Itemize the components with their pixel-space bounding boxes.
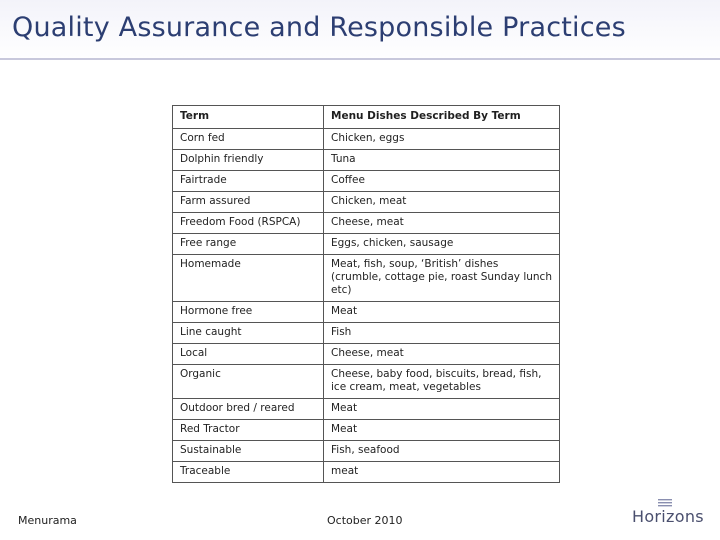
column-header-dishes: Menu Dishes Described By Term — [324, 106, 560, 129]
dishes-cell: Chicken, eggs — [324, 129, 560, 150]
footer-date: October 2010 — [327, 514, 403, 527]
dishes-cell: Chicken, meat — [324, 192, 560, 213]
table-row — [173, 365, 560, 399]
dishes-cell: Tuna — [324, 150, 560, 171]
term-cell: Traceable — [173, 462, 324, 483]
column-header-term: Term — [173, 106, 324, 129]
term-cell: Local — [173, 344, 324, 365]
table-row — [173, 399, 560, 420]
horizons-logo — [632, 498, 706, 528]
term-cell: Hormone free — [173, 302, 324, 323]
table-row — [173, 441, 560, 462]
table-row — [173, 255, 560, 302]
table-row — [173, 213, 560, 234]
dishes-cell: Meat — [324, 420, 560, 441]
footer-source: Menurama — [18, 514, 77, 527]
term-cell: Corn fed — [173, 129, 324, 150]
term-cell: Outdoor bred / reared — [173, 399, 324, 420]
table-row — [173, 344, 560, 365]
table-row — [173, 462, 560, 483]
term-cell: Freedom Food (RSPCA) — [173, 213, 324, 234]
table-row — [173, 171, 560, 192]
term-cell: Sustainable — [173, 441, 324, 462]
dishes-cell: Meat — [324, 399, 560, 420]
dishes-cell: Cheese, meat — [324, 213, 560, 234]
dishes-cell: Cheese, baby food, biscuits, bread, fish, ice cream, meat, vegetables — [324, 365, 560, 399]
title-bar — [0, 0, 720, 60]
terms-table — [172, 105, 560, 483]
table-header-row — [173, 106, 560, 129]
dishes-cell: Meat, fish, soup, ‘British’ dishes (crumble, cottage pie, roast Sunday lunch etc) — [324, 255, 560, 302]
table-row — [173, 192, 560, 213]
dishes-cell: Fish — [324, 323, 560, 344]
table-row — [173, 150, 560, 171]
term-cell: Farm assured — [173, 192, 324, 213]
term-cell: Dolphin friendly — [173, 150, 324, 171]
dishes-cell: Eggs, chicken, sausage — [324, 234, 560, 255]
table-row — [173, 302, 560, 323]
table-row — [173, 129, 560, 150]
logo-mark-icon — [658, 499, 672, 507]
term-cell: Organic — [173, 365, 324, 399]
dishes-cell: Fish, seafood — [324, 441, 560, 462]
table-row — [173, 420, 560, 441]
dishes-cell: Coffee — [324, 171, 560, 192]
table-row — [173, 323, 560, 344]
dishes-cell: Cheese, meat — [324, 344, 560, 365]
term-cell: Red Tractor — [173, 420, 324, 441]
logo-text: Horizons — [632, 507, 704, 526]
dishes-cell: meat — [324, 462, 560, 483]
term-cell: Free range — [173, 234, 324, 255]
page-title: Quality Assurance and Responsible Practices — [12, 12, 626, 43]
term-cell: Line caught — [173, 323, 324, 344]
table-row — [173, 234, 560, 255]
dishes-cell: Meat — [324, 302, 560, 323]
term-cell: Fairtrade — [173, 171, 324, 192]
term-cell: Homemade — [173, 255, 324, 302]
